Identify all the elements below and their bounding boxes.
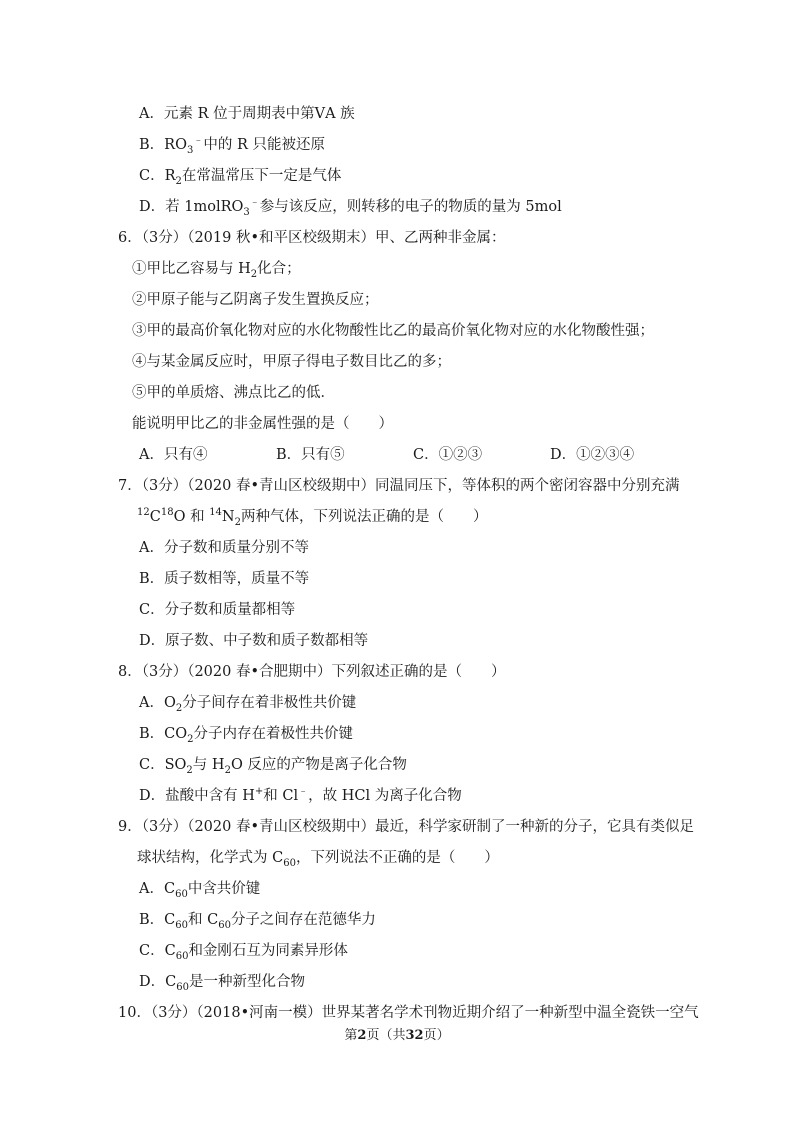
q8-option-c: C．$SO_2$与 $H_2O$ 反应的产物是离子化合物 bbox=[139, 757, 407, 776]
q8-stem: 8．（3分）（2020 春•合肥期中）下列叙述正确的是（ ） bbox=[118, 664, 506, 680]
q6-statement-3: ③甲的最高价氧化物对应的水化物酸性比乙的最高价氧化物对应的水化物酸性强； bbox=[132, 323, 654, 339]
q6-statement-1: ①甲比乙容易与 $H_2$化合； bbox=[132, 261, 301, 280]
q6-stem: 6．（3分）（2019 秋•和平区校级期末）甲、乙两种非金属： bbox=[118, 230, 506, 246]
q7-stem: 7．（3分）（2020 春•青山区校级期中）同温同压下，等体积的两个密闭容器中分别充满 bbox=[118, 478, 680, 494]
q5-option-b: B．$RO_3^﹣$中的 R 只能被还原 bbox=[139, 135, 325, 156]
page-total: 32 bbox=[405, 1028, 424, 1043]
page-number: 2 bbox=[357, 1028, 367, 1043]
q6-statement-4: ④与某金属反应时，甲原子得电子数目比乙的多； bbox=[132, 354, 451, 370]
q7-option-b: B．质子数相等，质量不等 bbox=[139, 571, 310, 587]
q9-option-d: D．$C_{60}$是一种新型化合物 bbox=[139, 974, 305, 993]
q9-stem-line2: 球状结构，化学式为 $C_{60}$，下列说法不正确的是（ ） bbox=[137, 850, 499, 869]
q6-option-a: A．只有④ bbox=[139, 447, 208, 463]
q9-stem: 9．（3分）（2020 春•青山区校级期中）最近，科学家研制了一种新的分子，它具有类似足 bbox=[118, 819, 695, 835]
q6-statement-2: ②甲原子能与乙阴离子发生置换反应； bbox=[132, 292, 379, 308]
q5-option-a: A．元素 R 位于周期表中第ⅤA 族 bbox=[139, 106, 355, 122]
q9-option-c: C．$C_{60}$和金刚石互为同素异形体 bbox=[139, 943, 348, 962]
q7-stem-line2: $^{12}C^{18}O$ 和 $^{14}N_2$两种气体，下列说法正确的是（ ） bbox=[137, 507, 488, 528]
page-footer: 第2页（共32页） bbox=[344, 1028, 450, 1043]
q7-option-c: C．分子数和质量都相等 bbox=[139, 602, 296, 618]
q9-option-b: B．$C_{60}$和 $C_{60}$分子之间存在范德华力 bbox=[139, 912, 376, 931]
q5-option-d: D．若 1molRO$_3$﹣参与该反应，则转移的电子的物质的量为 5mol bbox=[139, 197, 562, 218]
q5-option-c: C．$R_2$在常温常压下一定是气体 bbox=[139, 168, 342, 187]
q9-option-a: A．$C_{60}$中含共价键 bbox=[139, 881, 261, 900]
q7-option-d: D．原子数、中子数和质子数都相等 bbox=[139, 633, 369, 649]
q6-option-c: C．①②③ bbox=[413, 447, 483, 463]
q8-option-a: A．$O_2$分子间存在着非极性共价键 bbox=[139, 695, 357, 714]
q7-option-a: A．分子数和质量分别不等 bbox=[139, 540, 309, 556]
q6-option-d: D．①②③④ bbox=[550, 447, 635, 463]
q6-option-b: B．只有⑤ bbox=[276, 447, 345, 463]
q6-statement-5: ⑤甲的单质熔、沸点比乙的低． bbox=[132, 385, 335, 401]
q8-option-d: D．盐酸中含有 H+和 Cl﹣，故 HCl 为离子化合物 bbox=[139, 786, 462, 804]
q8-option-b: B．$CO_2$分子内存在着极性共价键 bbox=[139, 726, 354, 745]
q10-stem: 10．（3分）（2018•河南一模）世界某著名学术刊物近期介绍了一种新型中温全瓷铁一空气 bbox=[118, 1005, 699, 1021]
q6-ask: 能说明甲比乙的非金属性强的是（ ） bbox=[132, 416, 393, 432]
